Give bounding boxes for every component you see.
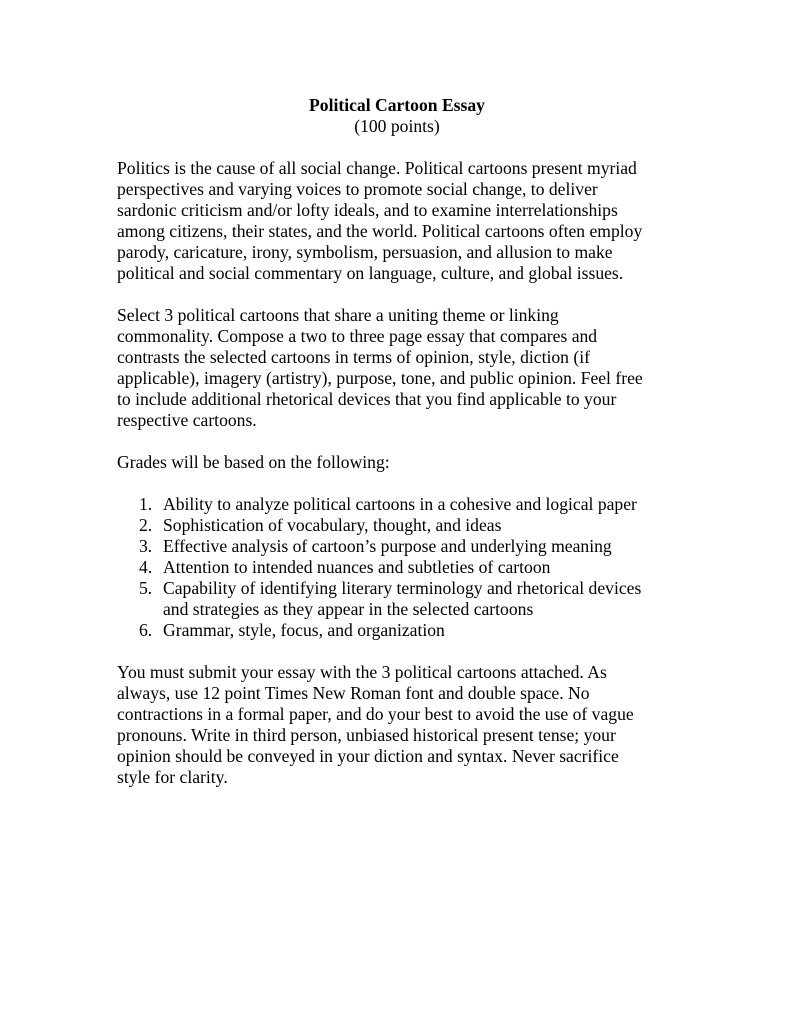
title-block: [117, 95, 677, 137]
list-item-text: Effective analysis of cartoon’s purpose and underlying meaning: [163, 536, 612, 556]
list-item-text: Attention to intended nuances and subtleties of cartoon: [163, 557, 551, 577]
list-number: 4.: [139, 557, 153, 577]
assignment-paragraph: Select 3 political cartoons that share a uniting theme or linking commonality. Compose a two to three page essay that compares and contrasts the selected cartoons in terms of opinion, style, diction (if applicable), imagery (artistry), purpose, tone, and public opinion. Feel free to include additional rhetorical devices that you find applicable to your respective cartoons.: [117, 305, 643, 430]
list-item-text: Sophistication of vocabulary, thought, and ideas: [163, 515, 502, 535]
document-subtitle: (100 points): [354, 116, 440, 136]
list-number: 3.: [139, 536, 153, 556]
intro-paragraph: Politics is the cause of all social change. Political cartoons present myriad perspectives and varying voices to promote social change, to deliver sardonic criticism and/or lofty ideals, and to examine interrelationships among citizens, their states, and the world. Political cartoons often employ parody, caricature, irony, symbolism, persuasion, and allusion to make political and social commentary on language, culture, and global issues.: [117, 158, 643, 283]
spacer: [117, 431, 677, 452]
list-number: 6.: [139, 620, 153, 640]
spacer: [117, 284, 677, 305]
list-number: 2.: [139, 515, 153, 535]
grading-criteria-list: [117, 494, 677, 641]
list-number: 1.: [139, 494, 153, 514]
document-body: [117, 95, 677, 788]
list-item: [117, 536, 677, 557]
list-number: 5.: [139, 578, 153, 598]
list-item: [117, 578, 677, 620]
grading-intro: Grades will be based on the following:: [117, 452, 390, 472]
spacer: [117, 641, 677, 662]
list-item-text: Capability of identifying literary terminology and rhetorical devices and strategies as they appear in the selected cartoons: [163, 578, 642, 619]
list-item: [117, 494, 677, 515]
document-title: Political Cartoon Essay: [309, 95, 485, 115]
spacer: [117, 473, 677, 494]
list-item: [117, 515, 677, 536]
list-item: [117, 557, 677, 578]
spacer: [117, 137, 677, 158]
list-item-text: Grammar, style, focus, and organization: [163, 620, 445, 640]
list-item-text: Ability to analyze political cartoons in a cohesive and logical paper: [163, 494, 637, 514]
closing-paragraph: You must submit your essay with the 3 political cartoons attached. As always, use 12 point Times New Roman font and double space. No contractions in a formal paper, and do your best to avoid the use of vague pronouns. Write in third person, unbiased historical present tense; your opinion should be conveyed in your diction and syntax. Never sacrifice style for clarity.: [117, 662, 634, 787]
list-item: [117, 620, 677, 641]
